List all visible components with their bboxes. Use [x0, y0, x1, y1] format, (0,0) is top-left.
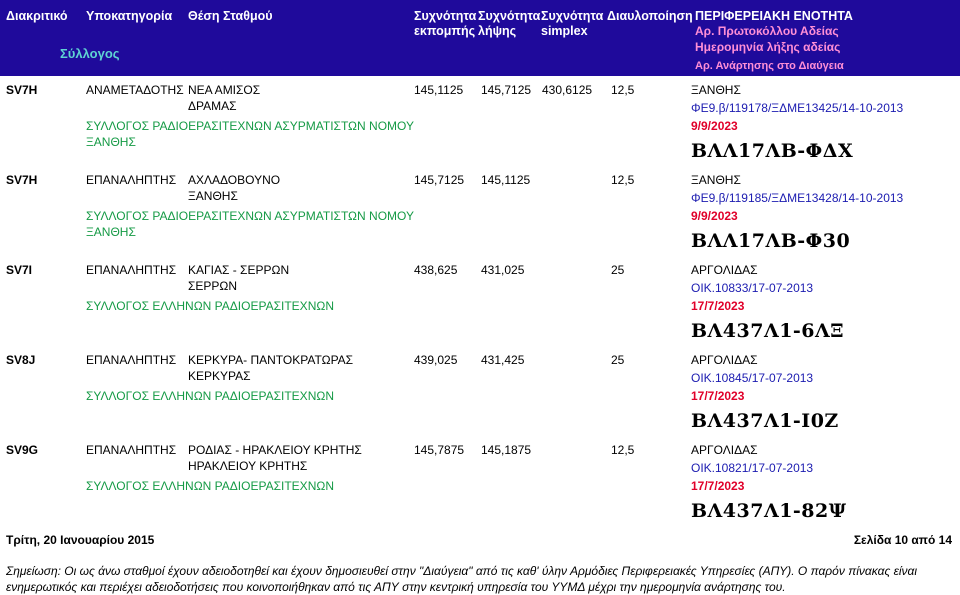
table-row: [0, 172, 960, 260]
header-rx: Συχνότητα λήψης: [478, 9, 541, 38]
license-expiry: 17/7/2023: [691, 479, 745, 493]
header-category: Υποκατηγορία: [86, 9, 173, 23]
footer-note: Σημείωση: Οι ως άνω σταθμοί έχουν αδειοδοτηθεί και έχουν δημοσιευθεί στην "Διαύγεια" από τις καθ' ύλην Αρμόδιες Περιφερειακές Υπηρεσίες (ΑΠΥ). Ο παρόν πίνακας είναι ενημερωτικός και περιέχει αδειοδοτήσεις που κοινοποιήθηκαν από τις ΑΠΥ στην κεντρική υπηρεσία του ΥΥΜΔ μέχρι την ημερομηνία ανάρτησης του.: [6, 564, 918, 594]
channel-spacing: 12,5: [611, 443, 635, 457]
regional-unit: ΞΑΝΘΗΣ: [691, 173, 741, 187]
license-expiry: 9/9/2023: [691, 209, 738, 223]
station-category: ΑΝΑΜΕΤΑΔΟΤΗΣ: [86, 83, 184, 97]
station-location: ΚΕΡΚΥΡΑ- ΠΑΝΤΟΚΡΑΤΩΡΑΣ ΚΕΡΚΥΡΑΣ: [188, 353, 354, 383]
regional-unit: ΑΡΓΟΛΙΔΑΣ: [691, 443, 758, 457]
license-protocol: ΦΕ9.β/119185/ΞΔΜΕ13428/14-10-2013: [691, 191, 904, 205]
station-location: ΑΧΛΑΔΟΒΟΥΝΟ ΞΑΝΘΗΣ: [188, 173, 281, 203]
station-location: ΝΕΑ ΑΜΙΣΟΣ ΔΡΑΜΑΣ: [188, 83, 261, 113]
diavgeia-code: ΒΛ437Λ1-Ι0Ζ: [691, 410, 839, 432]
station-code: SV9G: [6, 443, 39, 457]
footer-date: Τρίτη, 20 Ιανουαρίου 2015: [6, 533, 155, 547]
table-row: [0, 82, 960, 170]
license-expiry: 9/9/2023: [691, 119, 738, 133]
station-category: ΕΠΑΝΑΛΗΠΤΗΣ: [86, 443, 177, 457]
freq-simplex: 430,6125: [542, 83, 593, 97]
license-protocol: ΟΙΚ.10833/17-07-2013: [691, 281, 814, 295]
freq-rx: 431,425: [481, 353, 525, 367]
regional-unit: ΞΑΝΘΗΣ: [691, 83, 741, 97]
header-diavgeia: Αρ. Ανάρτησης στο Διαύγεια: [695, 60, 844, 72]
header-expiry: Ημερομηνία λήξης αδείας: [695, 40, 841, 54]
channel-spacing: 12,5: [611, 173, 635, 187]
header-protocol: Αρ. Πρωτοκόλλου Αδείας: [695, 24, 839, 38]
license-protocol: ΟΙΚ.10845/17-07-2013: [691, 371, 814, 385]
station-code: SV7I: [6, 263, 33, 277]
club-name: ΣΥΛΛΟΓΟΣ ΡΑΔΙΟΕΡΑΣΙΤΕΧΝΩΝ ΑΣΥΡΜΑΤΙΣΤΩΝ ΝΟΜΟΥ ΞΑΝΘΗΣ: [86, 119, 414, 149]
table-header: [0, 0, 960, 76]
license-protocol: ΦΕ9.β/119178/ΞΔΜΕ13425/14-10-2013: [691, 101, 904, 115]
diavgeia-code: ΒΛΛ17ΛΒ-Φ30: [691, 230, 851, 252]
club-name: ΣΥΛΛΟΓΟΣ ΕΛΛΗΝΩΝ ΡΑΔΙΟΕΡΑΣΙΤΕΧΝΩΝ: [86, 389, 334, 403]
station-category: ΕΠΑΝΑΛΗΠΤΗΣ: [86, 353, 177, 367]
channel-spacing: 25: [611, 353, 625, 367]
header-channel: Διαυλοποίηση: [607, 9, 693, 23]
license-expiry: 17/7/2023: [691, 389, 745, 403]
freq-rx: 145,1875: [481, 443, 532, 457]
diavgeia-code: ΒΛ437Λ1-6ΛΞ: [691, 320, 845, 342]
table-row: [0, 352, 960, 440]
table-row: [0, 262, 960, 350]
table-row: [0, 442, 960, 530]
freq-tx: 145,1125: [414, 83, 464, 97]
header-location: Θέση Σταθμού: [188, 9, 273, 23]
freq-rx: 145,1125: [481, 173, 531, 187]
station-location: ΡΟΔΙΑΣ - ΗΡΑΚΛΕΙΟΥ ΚΡΗΤΗΣ ΗΡΑΚΛΕΙΟΥ ΚΡΗΤΗΣ: [188, 443, 362, 473]
channel-spacing: 25: [611, 263, 625, 277]
station-code: SV8J: [6, 353, 36, 367]
license-protocol: ΟΙΚ.10821/17-07-2013: [691, 461, 814, 475]
freq-tx: 145,7875: [414, 443, 465, 457]
station-category: ΕΠΑΝΑΛΗΠΤΗΣ: [86, 263, 177, 277]
station-location: ΚΑΓΙΑΣ - ΣΕΡΡΩΝ ΣΕΡΡΩΝ: [188, 263, 290, 293]
header-tx: Συχνότητα εκπομπής: [414, 9, 477, 38]
regional-unit: ΑΡΓΟΛΙΔΑΣ: [691, 263, 758, 277]
header-simplex: Συχνότητα simplex: [541, 9, 604, 38]
header-club: Σύλλογος: [60, 46, 120, 61]
station-category: ΕΠΑΝΑΛΗΠΤΗΣ: [86, 173, 177, 187]
club-name: ΣΥΛΛΟΓΟΣ ΡΑΔΙΟΕΡΑΣΙΤΕΧΝΩΝ ΑΣΥΡΜΑΤΙΣΤΩΝ ΝΟΜΟΥ ΞΑΝΘΗΣ: [86, 209, 414, 239]
freq-tx: 439,025: [414, 353, 458, 367]
freq-rx: 431,025: [481, 263, 525, 277]
channel-spacing: 12,5: [611, 83, 635, 97]
club-name: ΣΥΛΛΟΓΟΣ ΕΛΛΗΝΩΝ ΡΑΔΙΟΕΡΑΣΙΤΕΧΝΩΝ: [86, 299, 334, 313]
diavgeia-code: ΒΛΛ17ΛΒ-ΦΔΧ: [691, 140, 854, 162]
license-expiry: 17/7/2023: [691, 299, 745, 313]
diavgeia-code: ΒΛ437Λ1-82Ψ: [691, 500, 847, 522]
header-unit: ΠΕΡΙΦΕΡΕΙΑΚΗ ΕΝΟΤΗΤΑ: [695, 9, 853, 23]
header-code: Διακριτικό: [6, 9, 68, 23]
page-number: Σελίδα 10 από 14: [853, 533, 952, 547]
freq-tx: 145,7125: [414, 173, 465, 187]
station-code: SV7H: [6, 173, 38, 187]
regional-unit: ΑΡΓΟΛΙΔΑΣ: [691, 353, 758, 367]
freq-tx: 438,625: [414, 263, 458, 277]
freq-rx: 145,7125: [481, 83, 532, 97]
club-name: ΣΥΛΛΟΓΟΣ ΕΛΛΗΝΩΝ ΡΑΔΙΟΕΡΑΣΙΤΕΧΝΩΝ: [86, 479, 334, 493]
station-code: SV7H: [6, 83, 38, 97]
